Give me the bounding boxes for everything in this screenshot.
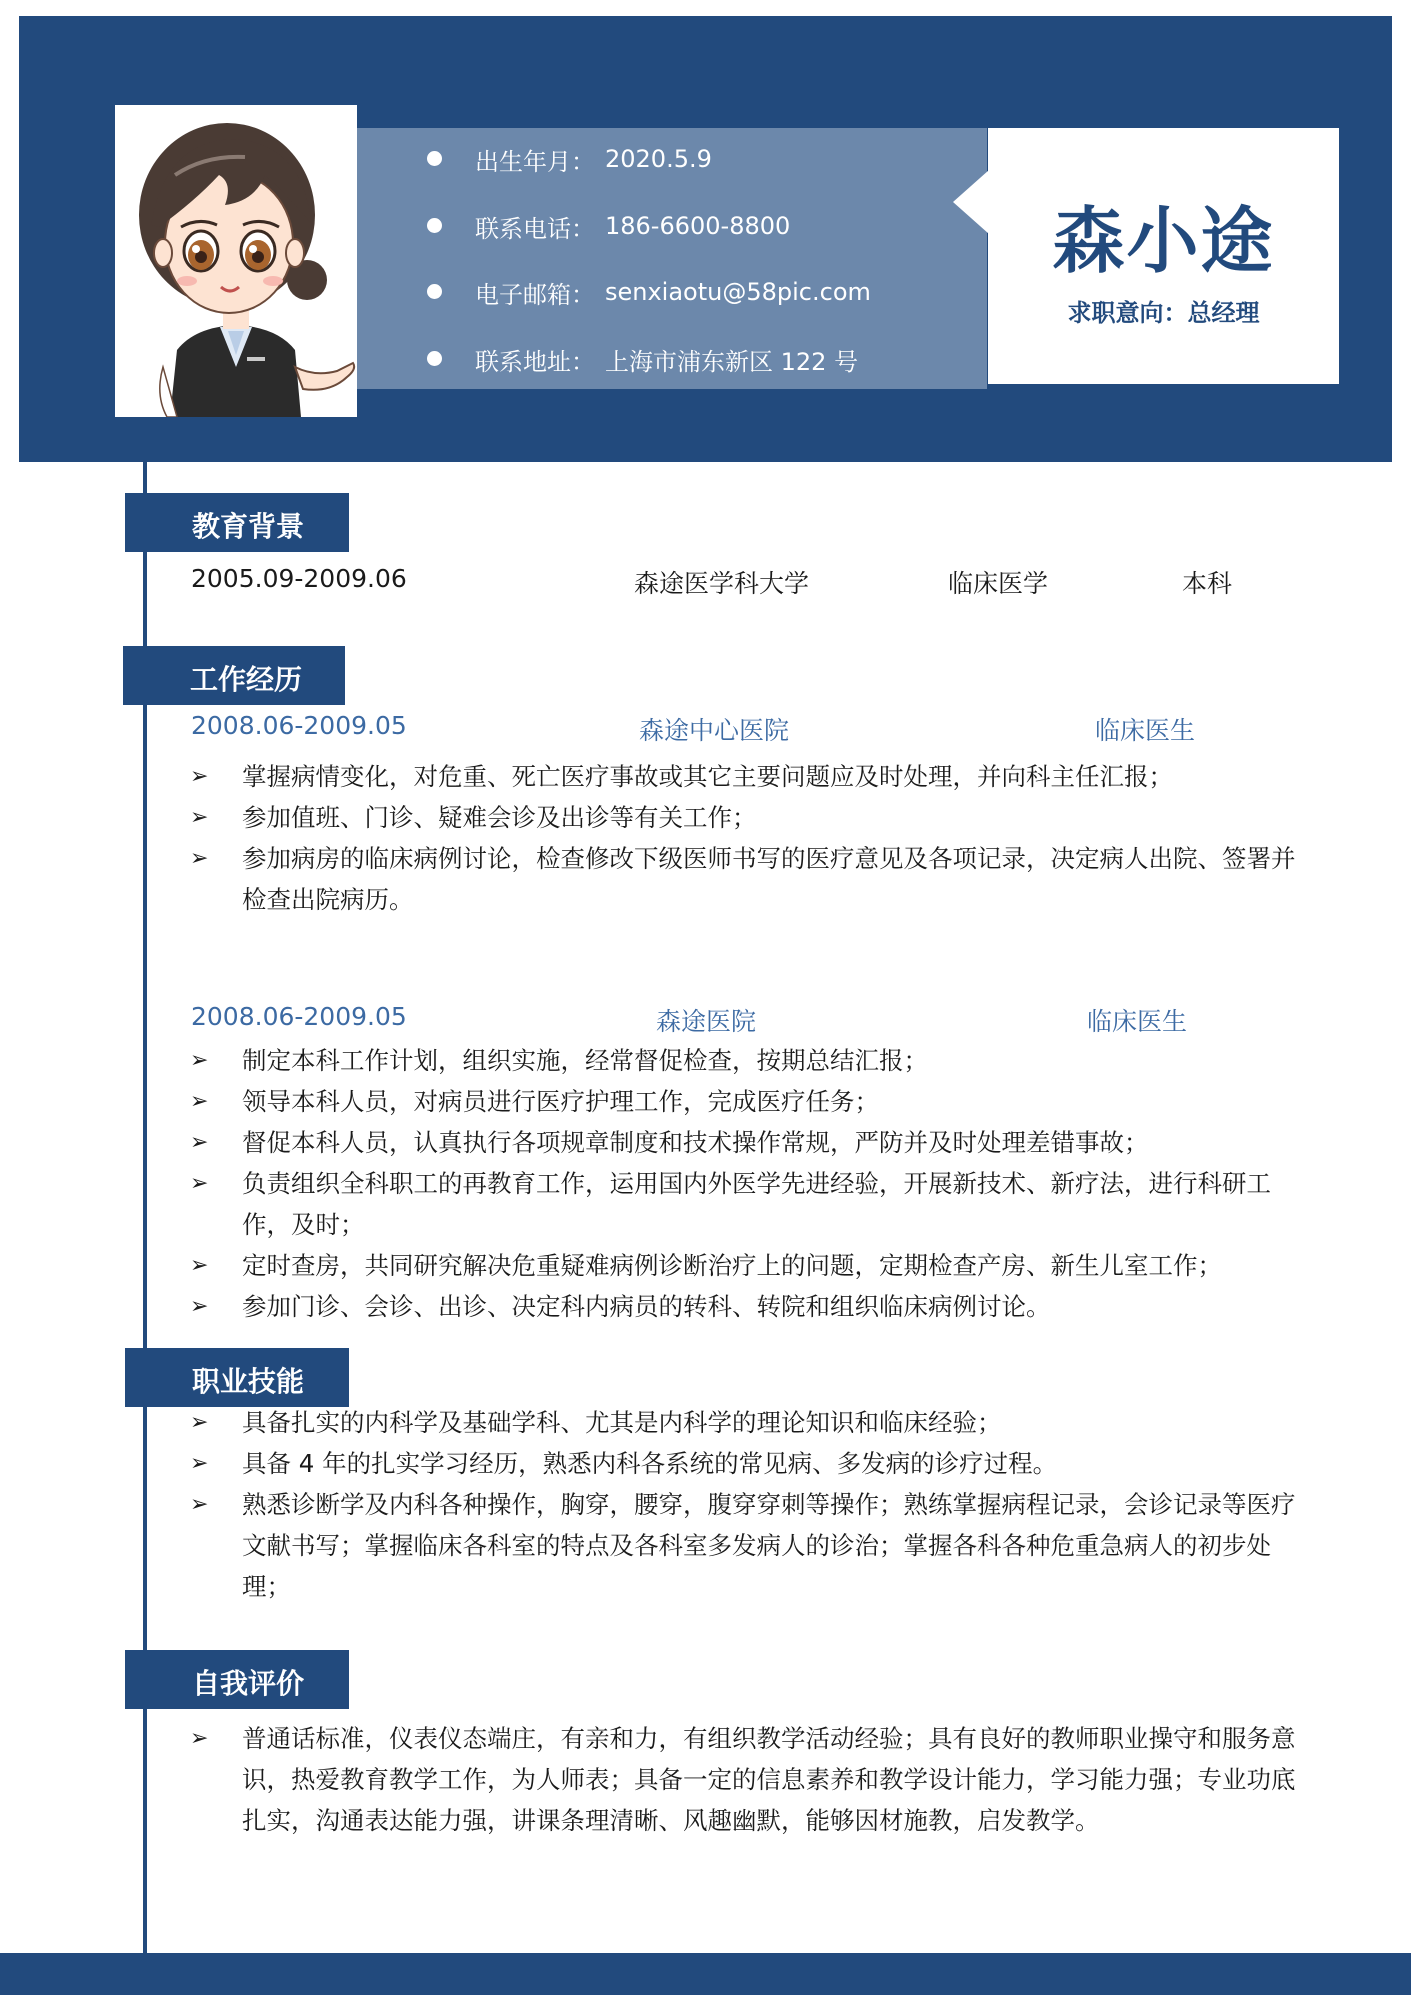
bullet-dot-icon	[427, 151, 442, 166]
list-item-text: 负责组织全科职工的再教育工作，运用国内外医学先进经验，开展新技术、新疗法，进行科研工作，及时；	[242, 1169, 1271, 1239]
list-item	[190, 1402, 1315, 1443]
info-value: senxiaotu@58pic.com	[605, 278, 871, 306]
avatar-illustration	[115, 105, 357, 417]
list-item	[190, 1081, 1315, 1122]
section-title: 自我评价	[192, 1667, 305, 1700]
footer-band	[0, 1953, 1411, 1995]
arrow-bullet-icon: ➢	[190, 846, 209, 871]
arrow-bullet-icon: ➢	[190, 764, 209, 789]
list-item	[190, 797, 1315, 838]
job-period: 2008.06-2009.05	[191, 711, 407, 740]
job-duties-list	[190, 1040, 1315, 1327]
edu-major: 临床医学	[948, 569, 1049, 598]
list-item	[190, 1718, 1315, 1841]
info-value: 上海市浦东新区 122 号	[605, 347, 859, 376]
edu-school: 森途医学科大学	[634, 569, 810, 598]
info-label: 出生年月：	[475, 147, 595, 176]
info-value: 2020.5.9	[605, 145, 712, 173]
arrow-bullet-icon: ➢	[190, 1048, 209, 1073]
list-item	[190, 838, 1315, 920]
list-item-text: 具备扎实的内科学及基础学科、尤其是内科学的理论知识和临床经验；	[242, 1408, 1002, 1437]
bullet-dot-icon	[427, 351, 442, 366]
list-item-text: 普通话标准，仪表仪态端庄，有亲和力，有组织教学活动经验；具有良好的教师职业操守和服务意识，热爱教育教学工作，为人师表；具备一定的信息素养和教学设计能力，学习能力强；专业功底扎实，沟通表达能力强，讲课条理清晰、风趣幽默，能够因材施教，启发教学。	[242, 1724, 1296, 1835]
list-item	[190, 756, 1315, 797]
edu-degree: 本科	[1182, 569, 1233, 598]
list-item-text: 参加门诊、会诊、出诊、决定科内病员的转科、转院和组织临床病例讨论。	[242, 1292, 1051, 1321]
objective-value: 总经理	[1187, 299, 1260, 327]
name-box-pointer	[953, 170, 989, 234]
list-item-text: 参加病房的临床病例讨论，检查修改下级医师书写的医疗意见及各项记录，决定病人出院、签署并检查出院病历。	[242, 844, 1296, 914]
objective-label: 求职意向：	[1067, 299, 1188, 327]
list-item	[190, 1245, 1315, 1286]
list-item-text: 具备 4 年的扎实学习经历，熟悉内科各系统的常见病、多发病的诊疗过程。	[242, 1449, 1058, 1478]
candidate-name: 森小途	[1052, 199, 1275, 283]
arrow-bullet-icon: ➢	[190, 1726, 209, 1751]
job-period: 2008.06-2009.05	[191, 1002, 407, 1031]
section-title: 工作经历	[190, 663, 303, 696]
info-label: 联系电话：	[475, 214, 595, 243]
arrow-bullet-icon: ➢	[190, 1451, 209, 1476]
job-role: 临床医生	[1095, 716, 1196, 745]
section-skills-tab	[125, 1348, 349, 1407]
info-label: 电子邮箱：	[475, 280, 595, 309]
bullet-dot-icon	[427, 218, 442, 233]
bullet-dot-icon	[427, 284, 442, 299]
list-item	[190, 1484, 1315, 1607]
arrow-bullet-icon: ➢	[190, 1410, 209, 1435]
arrow-bullet-icon: ➢	[190, 1171, 209, 1196]
list-item-text: 督促本科人员，认真执行各项规章制度和技术操作常规，严防并及时处理差错事故；	[242, 1128, 1149, 1157]
section-education-tab	[125, 493, 349, 552]
section-title: 教育背景	[192, 510, 305, 543]
list-item	[190, 1040, 1315, 1081]
list-item-text: 熟悉诊断学及内科各种操作，胸穿，腰穿，腹穿穿刺等操作；熟练掌握病程记录，会诊记录等医疗文献书写；掌握临床各科室的特点及各科室多发病人的诊治；掌握各科各种危重急病人的初步处理；	[242, 1490, 1296, 1601]
skills-list	[190, 1402, 1315, 1607]
arrow-bullet-icon: ➢	[190, 1130, 209, 1155]
section-title: 职业技能	[192, 1365, 305, 1398]
job-duties-list	[190, 756, 1315, 920]
arrow-bullet-icon: ➢	[190, 1089, 209, 1114]
list-item-text: 制定本科工作计划，组织实施，经常督促检查，按期总结汇报；	[242, 1046, 928, 1075]
list-item	[190, 1286, 1315, 1327]
contact-panel	[357, 128, 987, 389]
list-item-text: 掌握病情变化，对危重、死亡医疗事故或其它主要问题应及时处理，并向科主任汇报；	[242, 762, 1173, 791]
arrow-bullet-icon: ➢	[190, 1253, 209, 1278]
job-objective	[988, 293, 1339, 328]
arrow-bullet-icon: ➢	[190, 1492, 209, 1517]
arrow-bullet-icon: ➢	[190, 805, 209, 830]
list-item-text: 定时查房，共同研究解决危重疑难病例诊断治疗上的问题，定期检查产房、新生儿室工作；	[242, 1251, 1222, 1280]
job-role: 临床医生	[1087, 1007, 1188, 1036]
list-item-text: 参加值班、门诊、疑难会诊及出诊等有关工作；	[242, 803, 757, 832]
job-org: 森途中心医院	[639, 716, 790, 745]
self-eval-list	[190, 1718, 1315, 1841]
arrow-bullet-icon: ➢	[190, 1294, 209, 1319]
section-self-eval-tab	[125, 1650, 349, 1709]
section-work-tab	[123, 646, 345, 705]
list-item-text: 领导本科人员，对病员进行医疗护理工作，完成医疗任务；	[242, 1087, 879, 1116]
list-item	[190, 1443, 1315, 1484]
name-box	[988, 128, 1339, 384]
edu-period: 2005.09-2009.06	[191, 564, 407, 593]
info-label: 联系地址：	[475, 347, 595, 376]
job-org: 森途医院	[656, 1007, 757, 1036]
list-item	[190, 1163, 1315, 1245]
info-value: 186-6600-8800	[605, 212, 791, 240]
avatar	[115, 105, 357, 417]
list-item	[190, 1122, 1315, 1163]
